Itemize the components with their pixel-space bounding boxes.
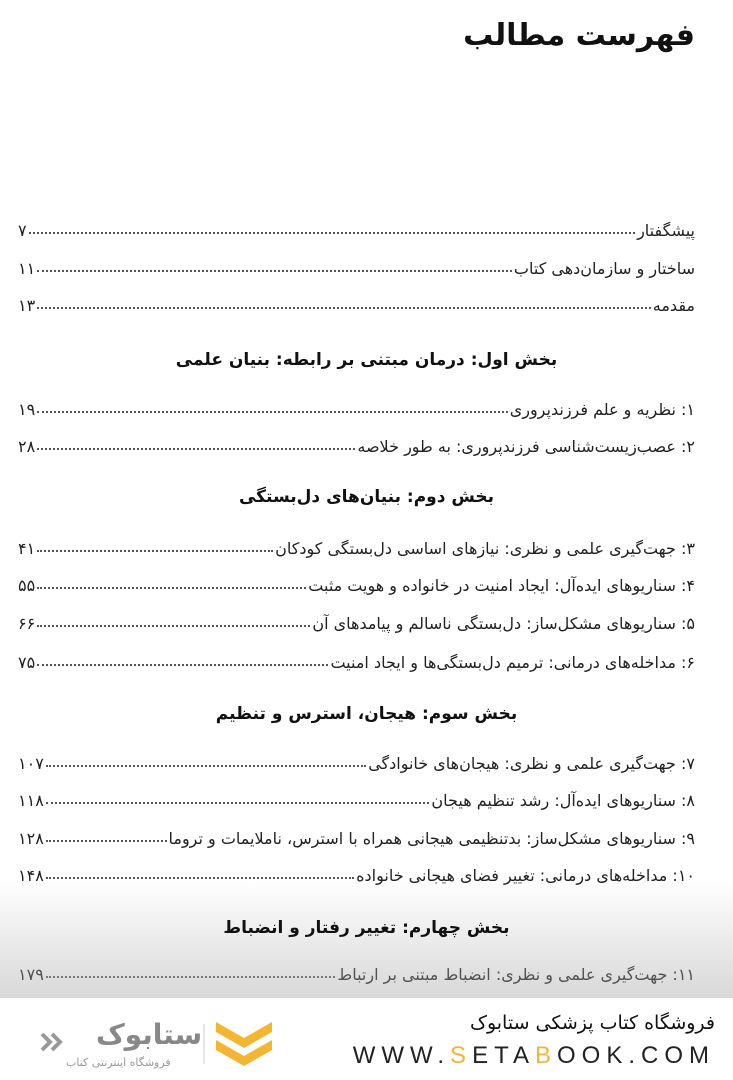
- entry-page: ۷۵: [18, 653, 36, 672]
- entry-page: ۴۱: [18, 539, 36, 558]
- entry-title: ۱۰: مداخله‌های درمانی: تغییر فضای هیجانی خانواده: [356, 866, 695, 885]
- toc-entry[interactable]: [18, 214, 695, 240]
- entry-title: ۴: سناریوهای ایده‌آل: ایجاد امنیت در خانواده و هویت مثبت: [308, 576, 695, 595]
- toc-entry[interactable]: [18, 430, 695, 456]
- toc-entry[interactable]: [18, 784, 695, 810]
- leader-dots: [46, 840, 167, 842]
- store-name: فروشگاه کتاب پزشکی ستابوک: [469, 1012, 715, 1034]
- entry-page: ۱۱۸: [18, 791, 44, 810]
- entry-page: ۱۹: [18, 400, 36, 419]
- entry-title: ۷: جهت‌گیری علمی و نظری: هیجان‌های خانوادگی: [368, 754, 695, 773]
- toc-entry[interactable]: [18, 646, 695, 672]
- entry-title: ۱۱: جهت‌گیری علمی و نظری: انضباط مبتنی بر ارتباط: [337, 965, 695, 984]
- leader-dots: [46, 802, 430, 804]
- entry-title: ۱: نظریه و علم فرزندپروری: [509, 400, 695, 419]
- entry-title: پیشگفتار: [637, 221, 695, 240]
- setabook-logo: [36, 1016, 286, 1072]
- leader-dots: [37, 587, 306, 589]
- url-part: ETA: [472, 1042, 535, 1069]
- part-heading: بخش اول: درمان مبتنی بر رابطه: بنیان علمی: [175, 350, 558, 370]
- logo-wordmark: ستابوک: [96, 1018, 203, 1051]
- entry-title: ساختار و سازمان‌دهی کتاب: [513, 259, 695, 278]
- entry-page: ۱۳: [18, 296, 36, 315]
- store-url[interactable]: [353, 1042, 715, 1070]
- leader-dots: [46, 976, 336, 978]
- entry-page: ۱۴۸: [18, 866, 44, 885]
- toc-entry[interactable]: [18, 252, 695, 278]
- url-part: S: [450, 1042, 473, 1069]
- part-heading: بخش دوم: بنیان‌های دل‌بستگی: [238, 487, 495, 507]
- entry-page: ۱۲۸: [18, 829, 44, 848]
- entry-title: ۸: سناریوهای ایده‌آل: رشد تنظیم هیجان: [431, 791, 695, 810]
- entry-page: ۷: [18, 221, 27, 240]
- entry-page: ۱۰۷: [18, 754, 44, 773]
- leader-dots: [37, 270, 512, 272]
- entry-page: ۱۱: [18, 259, 36, 278]
- part-heading: بخش سوم: هیجان، استرس و تنظیم: [215, 704, 518, 724]
- leader-dots: [29, 232, 635, 234]
- entry-title: ۶: مداخله‌های درمانی: ترمیم دل‌بستگی‌ها و ایجاد امنیت: [330, 653, 695, 672]
- entry-title: ۹: سناریوهای مشکل‌ساز: بدتنظیمی هیجانی همراه با استرس، ناملایمات و تروما: [168, 829, 695, 848]
- entry-page: ۲۸: [18, 437, 36, 456]
- leader-dots: [37, 448, 355, 450]
- leader-dots: [37, 411, 508, 413]
- toc-entry[interactable]: [18, 747, 695, 773]
- toc-entry[interactable]: [18, 532, 695, 558]
- toc-entry[interactable]: [18, 607, 695, 633]
- entry-page: ۶۶: [18, 614, 36, 633]
- page-title: فهرست مطالب: [463, 18, 695, 53]
- leader-dots: [37, 307, 651, 309]
- footer-banner: [0, 998, 733, 1080]
- part-heading: بخش چهارم: تغییر رفتار و انضباط: [223, 918, 510, 938]
- toc-entry[interactable]: [18, 822, 695, 848]
- leader-dots: [37, 664, 328, 666]
- leader-dots: [46, 765, 366, 767]
- entry-title: ۲: عصب‌زیست‌شناسی فرزندپروری: به طور خلاصه: [357, 437, 695, 456]
- url-part: OOK.COM: [556, 1042, 715, 1069]
- toc-entry[interactable]: [18, 859, 695, 885]
- entry-page: ۱۷۹: [18, 965, 44, 984]
- toc-entry[interactable]: [18, 289, 695, 315]
- toc-entry[interactable]: [18, 958, 695, 984]
- entry-title: ۵: سناریوهای مشکل‌ساز: دل‌بستگی ناسالم و پیامدهای آن: [312, 614, 695, 633]
- url-part: WWW.: [352, 1042, 451, 1069]
- leader-dots: [37, 550, 273, 552]
- url-part: B: [534, 1042, 557, 1069]
- toc-entry[interactable]: [18, 569, 695, 595]
- toc-entry[interactable]: [18, 393, 695, 419]
- leader-dots: [37, 625, 310, 627]
- entry-page: ۵۵: [18, 576, 36, 595]
- logo-tagline: فروشگاه اینترنتی کتاب: [66, 1056, 171, 1069]
- leader-dots: [46, 877, 354, 879]
- entry-title: ۳: جهت‌گیری علمی و نظری: نیازهای اساسی دل‌بستگی کودکان: [275, 539, 695, 558]
- entry-title: مقدمه: [652, 296, 695, 315]
